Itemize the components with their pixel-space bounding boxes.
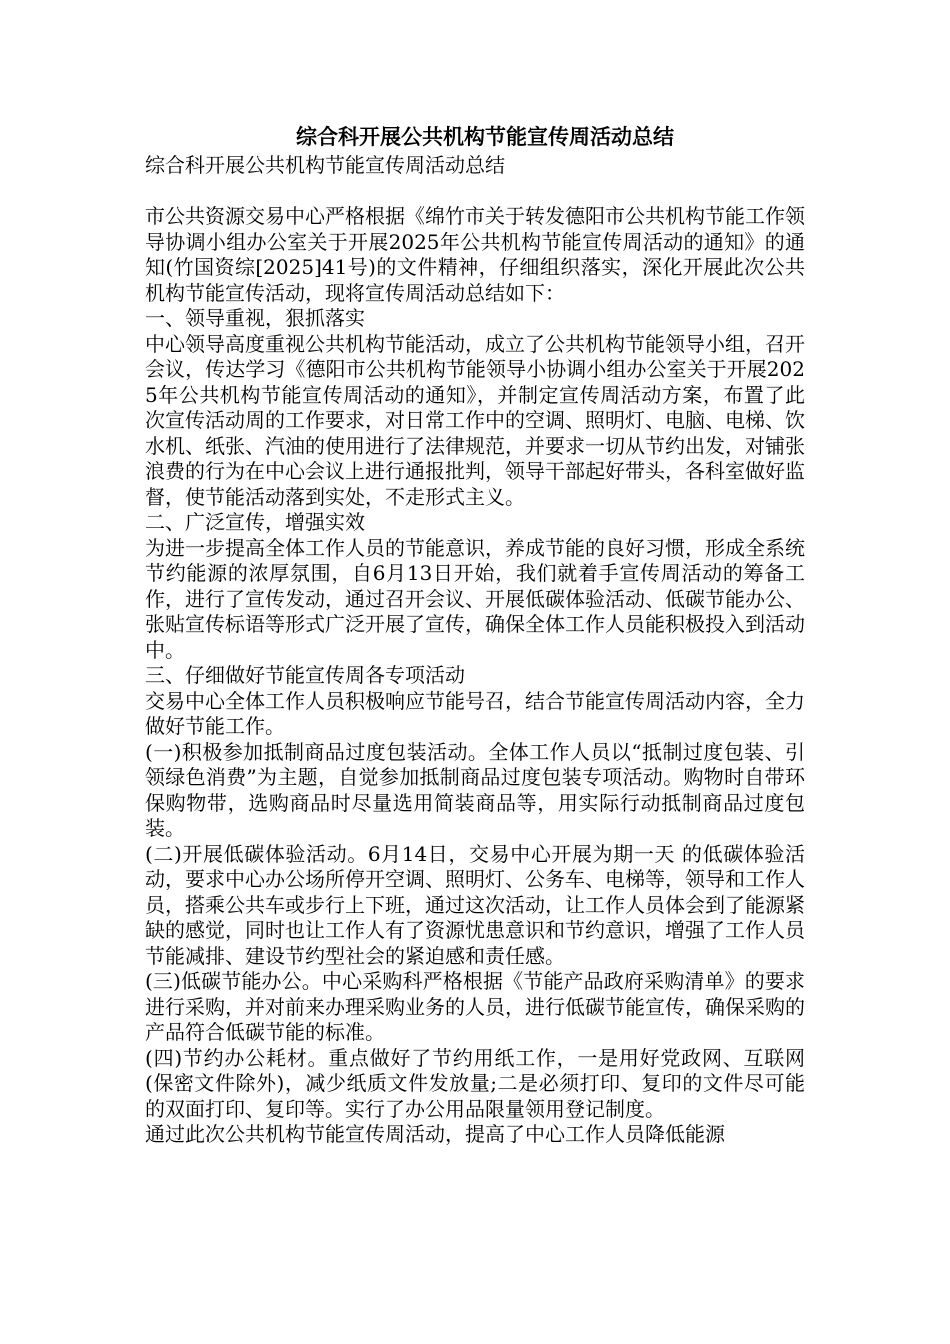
section-3-intro-paragraph: 交易中心全体工作人员积极响应节能号召，结合节能宣传周活动内容，全力做好节能工作。 [145, 688, 805, 738]
section-heading-1: 一、领导重视，狠抓落实 [145, 306, 365, 330]
item-2-paragraph: (二)开展低碳体验活动。6月14日，交易中心开展为期一天 的低碳体验活动，要求中心办公场所停开空调、照明灯、公务车、电梯等，领导和工作人员，搭乘公共车或步行上下班，通过这次活动，让工作人员体会到了能源紧缺的感觉，同时也让工作人有了资源忧患意识和节约意识，增强了工作人员节能减排、建设节约型社会的紧迫感和责任感。 [145, 841, 805, 968]
section-1-paragraph: 中心领导高度重视公共机构节能活动，成立了公共机构节能领导小组，召开会议，传达学习《德阳市公共机构节能领导小协调小组办公室关于开展2025年公共机构节能宣传周活动的通知》，并制定宣传周活动方案，布置了此次宣传活动周的工作要求，对日常工作中的空调、照明灯、电脑、电梯、饮水机、纸张、汽油的使用进行了法律规范，并要求一切从节约出发，对铺张浪费的行为在中心会议上进行通报批判，领导干部起好带头，各科室做好监督，使节能活动落到实处，不走形式主义。 [145, 331, 805, 509]
section-heading-3: 三、仔细做好节能宣传周各专项活动 [145, 663, 465, 687]
section-heading-2: 二、广泛宣传，增强实效 [145, 510, 365, 534]
document-title: 综合科开展公共机构节能宣传周活动总结 [296, 125, 674, 149]
document-subtitle: 综合科开展公共机构节能宣传周活动总结 [145, 153, 505, 177]
item-1-paragraph: (一)积极参加抵制商品过度包装活动。全体工作人员以“抵制过度包装、引领绿色消费”为主题，自觉参加抵制商品过度包装专项活动。购物时自带环保购物带，选购商品时尽量选用简装商品等，用实际行动抵制商品过度包装。 [145, 739, 805, 840]
item-4-paragraph: (四)节约办公耗材。重点做好了节约用纸工作，一是用好党政网、互联网(保密文件除外)，减少纸质文件发放量;二是必须打印、复印的文件尽可能的双面打印、复印等。实行了办公用品限量领用登记制度。 [145, 1045, 805, 1121]
intro-paragraph: 市公共资源交易中心严格根据《绵竹市关于转发德阳市公共机构节能工作领导协调小组办公室关于开展2025年公共机构节能宣传周活动的通知》的通知(竹国资综[2025]41号)的文件精神，仔细组织落实，深化开展此次公共机构节能宣传活动，现将宣传周活动总结如下： [145, 204, 805, 305]
closing-paragraph: 通过此次公共机构节能宣传周活动，提高了中心工作人员降低能源 [145, 1122, 725, 1146]
document-body [145, 204, 805, 1148]
section-2-paragraph: 为进一步提高全体工作人员的节能意识，养成节能的良好习惯，形成全系统节约能源的浓厚氛围，自6月13日开始，我们就着手宣传周活动的筹备工作，进行了宣传发动，通过召开会议、开展低碳体验活动、低碳节能办公、张贴宣传标语等形式广泛开展了宣传，确保全体工作人员能积极投入到活动中。 [145, 535, 805, 662]
document-page [145, 122, 805, 1148]
item-3-paragraph: (三)低碳节能办公。中心采购科严格根据《节能产品政府采购清单》的要求进行采购，并对前来办理采购业务的人员，进行低碳节能宣传，确保采购的产品符合低碳节能的标准。 [145, 969, 805, 1044]
